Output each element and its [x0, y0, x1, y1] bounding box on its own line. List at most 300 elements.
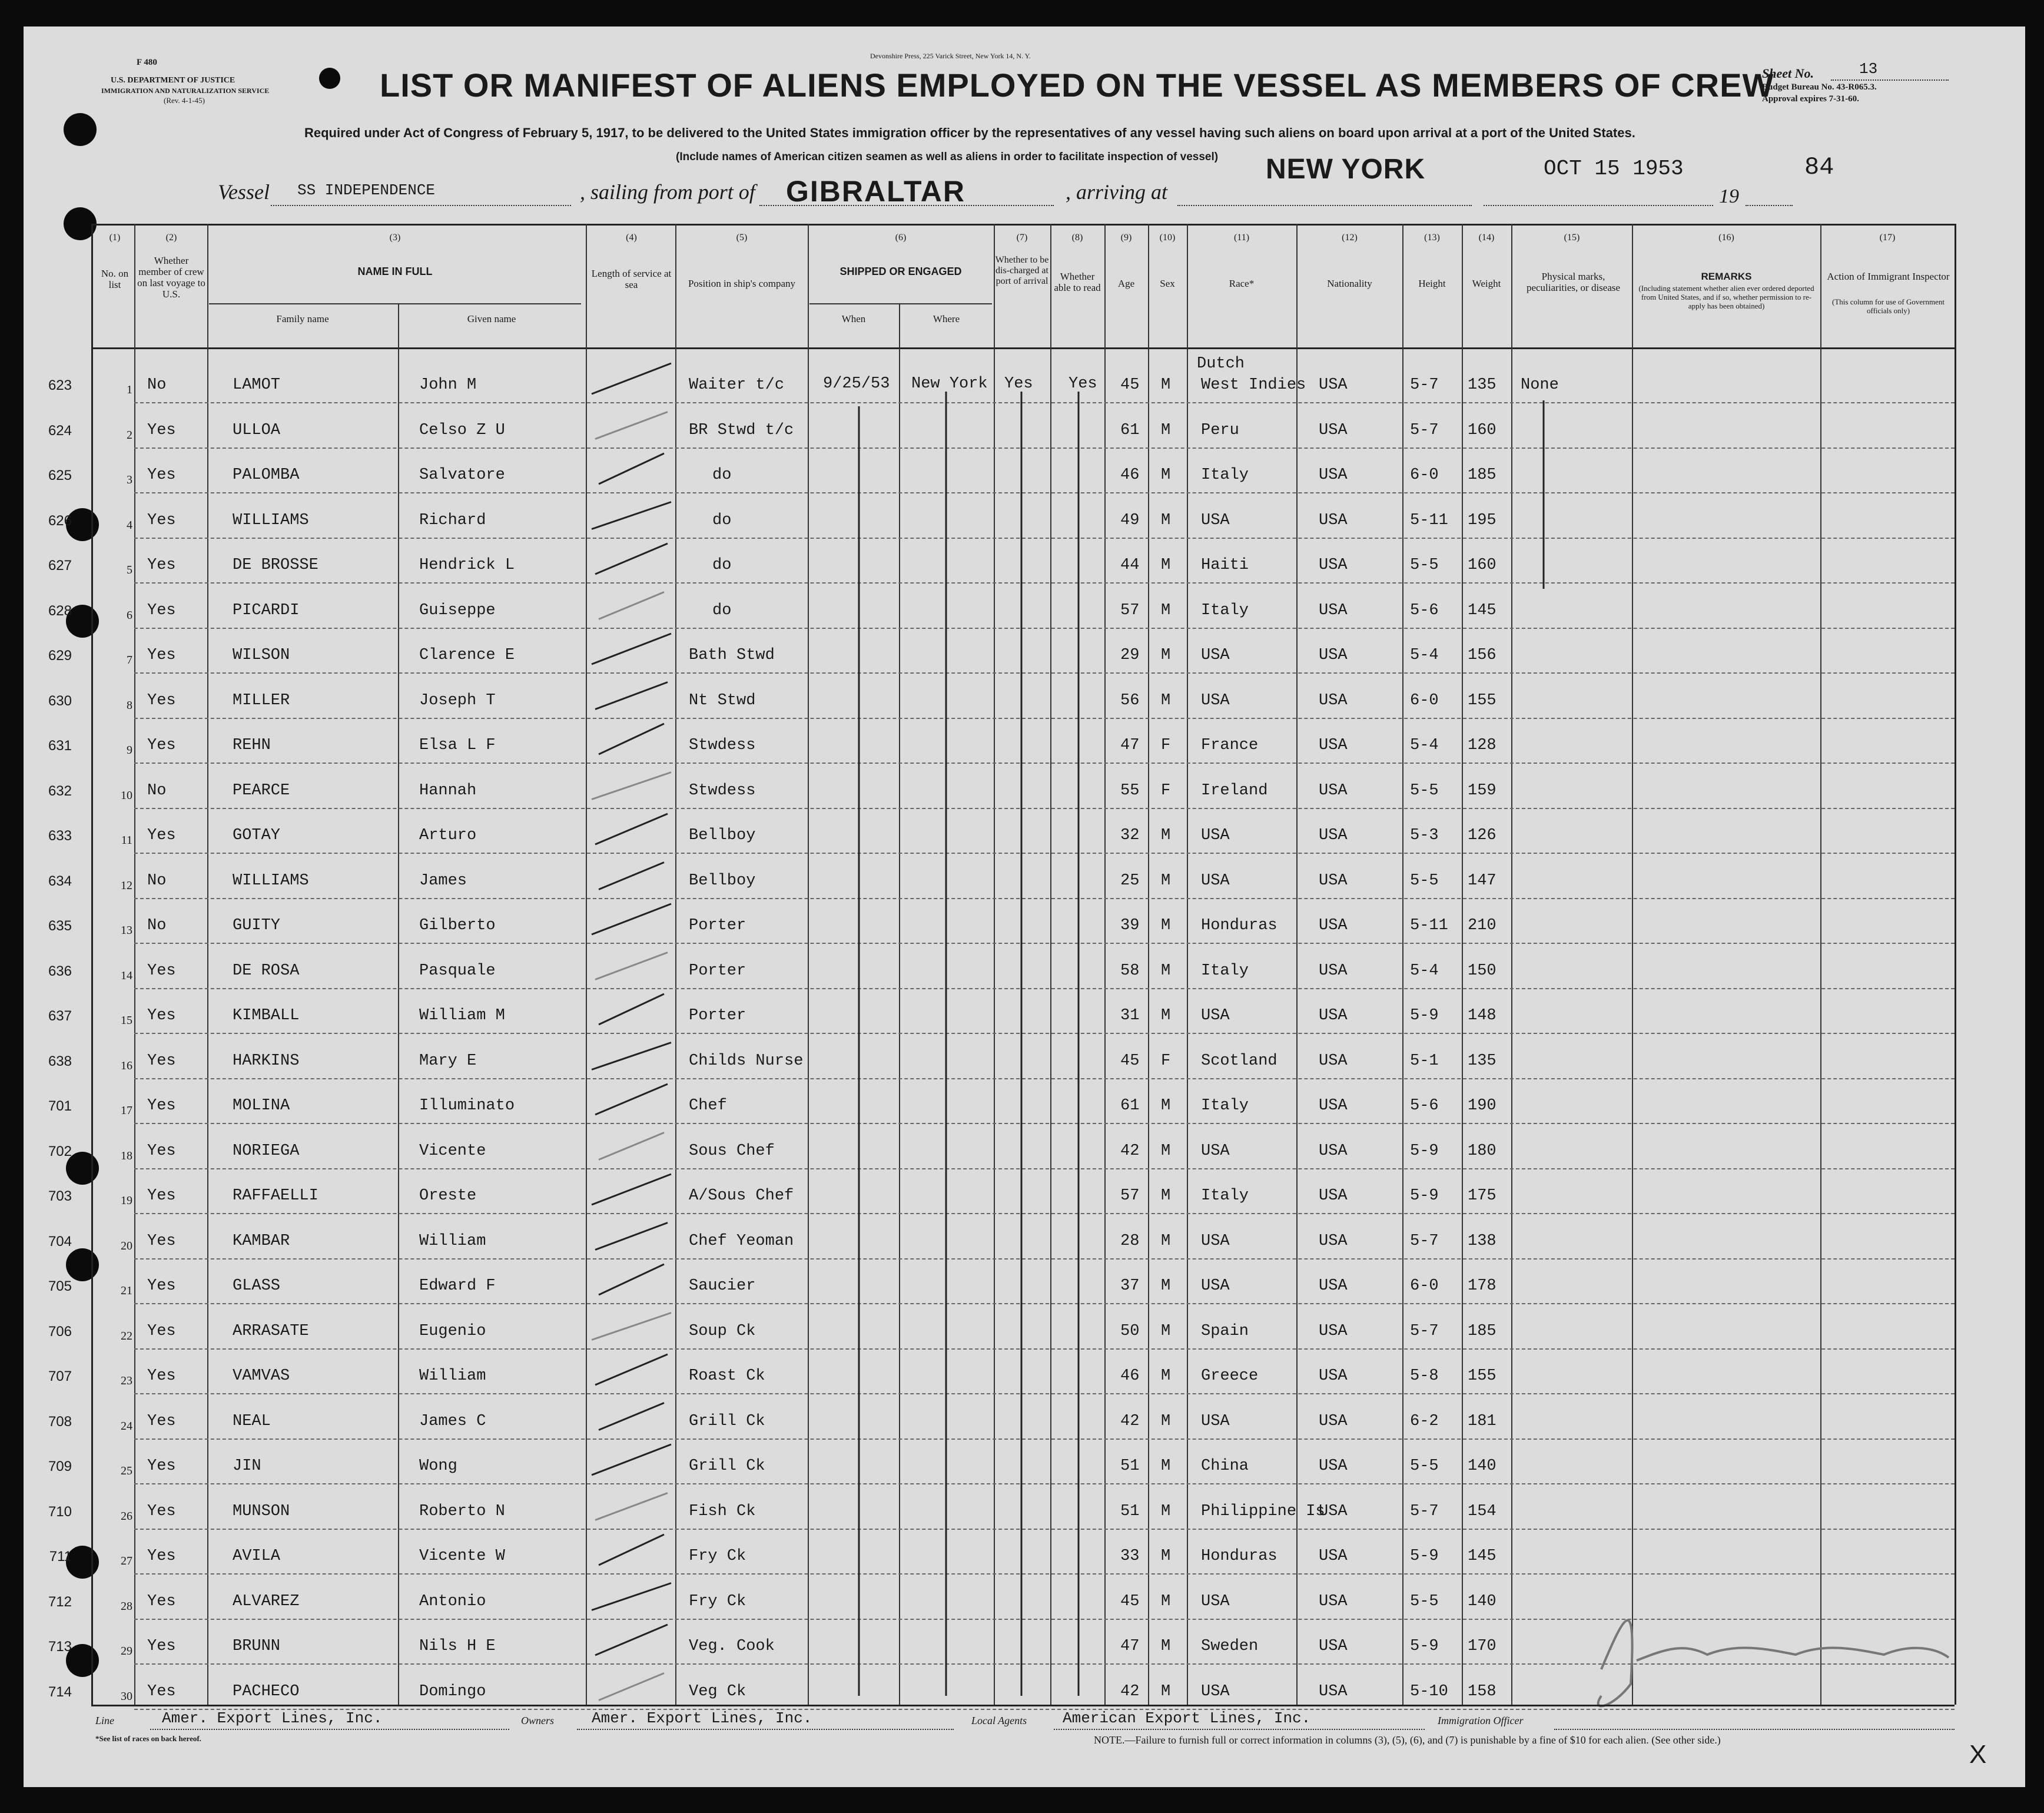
- weight: 147: [1468, 871, 1496, 890]
- last-voyage: Yes: [147, 1007, 176, 1025]
- row-ref-number: 709: [48, 1459, 72, 1474]
- height: 5-9: [1410, 1187, 1439, 1205]
- row-number: 18: [121, 1149, 132, 1162]
- row-number: 12: [121, 879, 132, 892]
- weight: 140: [1468, 1592, 1496, 1610]
- service-mark: [592, 502, 671, 529]
- row-number: 17: [121, 1104, 132, 1117]
- weight: 180: [1468, 1142, 1496, 1160]
- printer-line: Devonshire Press, 225 Varick Street, New York 14, N. Y.: [870, 52, 1031, 60]
- position: Stwdess: [689, 737, 756, 754]
- family-name: PEARCE: [233, 781, 290, 800]
- race: USA: [1201, 1412, 1230, 1430]
- age: 49: [1120, 511, 1140, 529]
- nationality: USA: [1319, 601, 1348, 619]
- sex: F: [1161, 737, 1171, 754]
- race: Italy: [1201, 962, 1249, 980]
- family-name: GUITY: [233, 917, 281, 934]
- family-name: ARRASATE: [233, 1322, 309, 1340]
- family-name: MILLER: [233, 691, 290, 710]
- position: Childs Nurse: [689, 1052, 804, 1070]
- given-name: Guiseppe: [419, 601, 496, 619]
- approval-expiry: Approval expires 7-31-60.: [1762, 94, 1859, 104]
- row-ref-number: 714: [48, 1683, 72, 1700]
- given-name: Pasquale: [419, 962, 496, 980]
- age: 31: [1120, 1007, 1140, 1025]
- sex: M: [1161, 691, 1171, 710]
- race: USA: [1201, 691, 1230, 710]
- race: Greece: [1201, 1367, 1259, 1385]
- nationality: USA: [1319, 1412, 1348, 1430]
- service-mark: [599, 1403, 664, 1430]
- row-number: 7: [127, 654, 132, 667]
- last-voyage: Yes: [147, 1547, 176, 1565]
- position: Soup Ck: [689, 1322, 756, 1340]
- col-head-discharged: Whether to be dis-charged at port of arrival: [995, 255, 1049, 286]
- row-number: 26: [121, 1509, 132, 1523]
- height: 5-5: [1410, 556, 1439, 574]
- sex: M: [1161, 1682, 1171, 1701]
- row-ref-number: 634: [48, 873, 72, 889]
- given-name: Clarence E: [419, 647, 515, 664]
- col-head-remarks: REMARKS: [1701, 271, 1752, 282]
- given-name: James: [419, 871, 467, 890]
- age: 32: [1120, 827, 1140, 844]
- col-num-5: (5): [736, 233, 748, 243]
- family-name: HARKINS: [233, 1052, 300, 1070]
- port-to: NEW YORK: [1266, 154, 1426, 185]
- service-mark: [595, 1354, 668, 1385]
- family-name: MOLINA: [233, 1097, 290, 1115]
- nationality: USA: [1319, 1547, 1348, 1565]
- page-number: 84: [1804, 153, 1834, 181]
- race: West Indies: [1201, 376, 1306, 394]
- family-name: KAMBAR: [233, 1232, 290, 1250]
- last-voyage: Yes: [147, 1592, 176, 1610]
- weight: 170: [1468, 1638, 1496, 1655]
- service-mark: [599, 863, 664, 890]
- position: Fry Ck: [689, 1592, 746, 1610]
- age: 57: [1120, 1187, 1140, 1205]
- sex: M: [1161, 511, 1171, 529]
- given-name: Elsa L F: [419, 737, 496, 754]
- row-ref-number: 628: [48, 602, 72, 619]
- nationality: USA: [1319, 376, 1348, 394]
- sex: M: [1161, 466, 1171, 484]
- position: Veg. Cook: [689, 1638, 775, 1655]
- sex: M: [1161, 601, 1171, 619]
- weight: 148: [1468, 1007, 1496, 1025]
- sex: M: [1161, 647, 1171, 664]
- row-number: 29: [121, 1645, 132, 1658]
- row-ref-number: 707: [48, 1368, 72, 1384]
- family-name: GOTAY: [233, 827, 281, 844]
- col-num-15: (15): [1564, 233, 1580, 243]
- weight: 185: [1468, 466, 1496, 484]
- last-voyage: Yes: [147, 421, 176, 439]
- service-mark: [599, 453, 664, 484]
- height: 5-6: [1410, 1097, 1439, 1115]
- last-voyage: Yes: [147, 511, 176, 529]
- col-head-no: No. on list: [101, 268, 129, 290]
- nationality: USA: [1319, 1638, 1348, 1655]
- row-ref-number: 635: [48, 918, 72, 934]
- sex: M: [1161, 1592, 1171, 1610]
- race: USA: [1201, 827, 1230, 844]
- col-num-7: (7): [1016, 233, 1028, 243]
- sailing-label: , sailing from port of: [580, 180, 755, 204]
- position: Fish Ck: [689, 1502, 756, 1520]
- row-number: 15: [121, 1014, 132, 1027]
- age: 45: [1120, 1592, 1140, 1610]
- row-ref-number: 702: [48, 1143, 72, 1159]
- last-voyage: Yes: [147, 962, 176, 980]
- penalty-note: NOTE.—Failure to furnish full or correct information in columns (3), (5), (6), and (7) is punishable by a fine of $10 for each alien. (See other side.): [1094, 1734, 1721, 1746]
- race: Haiti: [1201, 556, 1249, 574]
- family-name: BRUNN: [233, 1638, 281, 1655]
- position: Sous Chef: [689, 1142, 775, 1160]
- port-from: GIBRALTAR: [786, 175, 965, 208]
- height: 5-9: [1410, 1142, 1439, 1160]
- age: 42: [1120, 1412, 1140, 1430]
- col-num-13: (13): [1424, 233, 1440, 243]
- height: 5-7: [1410, 1232, 1439, 1250]
- height: 5-11: [1410, 511, 1448, 529]
- given-name: John M: [419, 376, 477, 394]
- service-mark: [592, 363, 671, 394]
- given-name: Eugenio: [419, 1322, 486, 1340]
- weight: 155: [1468, 691, 1496, 710]
- race: USA: [1201, 1592, 1230, 1610]
- arriving-label: , arriving at: [1066, 180, 1168, 204]
- sex: M: [1161, 1277, 1171, 1295]
- race: Sweden: [1201, 1638, 1259, 1655]
- height: 5-4: [1410, 647, 1439, 664]
- age: 39: [1120, 917, 1140, 934]
- service-mark: [599, 592, 664, 619]
- height: 5-7: [1410, 1502, 1439, 1520]
- weight: 160: [1468, 556, 1496, 574]
- height: 5-8: [1410, 1367, 1439, 1385]
- age: 44: [1120, 556, 1140, 574]
- height: 5-3: [1410, 827, 1439, 844]
- race: Italy: [1201, 466, 1249, 484]
- nationality: USA: [1319, 1097, 1348, 1115]
- family-name: RAFFAELLI: [233, 1187, 318, 1205]
- form-number: F 480: [137, 58, 157, 67]
- age: 50: [1120, 1322, 1140, 1340]
- position: Grill Ck: [689, 1412, 765, 1430]
- service-mark: [595, 1084, 668, 1115]
- service-mark: [599, 994, 664, 1025]
- row-ref-number: 631: [48, 738, 72, 754]
- weight: 138: [1468, 1232, 1496, 1250]
- arrival-date: OCT 15 1953: [1544, 157, 1684, 181]
- height: 5-9: [1410, 1547, 1439, 1565]
- weight: 145: [1468, 1547, 1496, 1565]
- sex: M: [1161, 1367, 1171, 1385]
- height: 5-5: [1410, 1592, 1439, 1610]
- vessel-label: Vessel: [218, 180, 270, 204]
- row-ref-number: 630: [48, 692, 72, 709]
- row-ref-number: 626: [48, 512, 72, 529]
- nationality: USA: [1319, 962, 1348, 980]
- sex: M: [1161, 1412, 1171, 1430]
- family-name: NEAL: [233, 1412, 271, 1430]
- row-ref-number: 710: [48, 1503, 72, 1520]
- col-num-11: (11): [1233, 233, 1250, 243]
- family-name: DE ROSA: [233, 962, 300, 980]
- given-name: Nils H E: [419, 1638, 496, 1655]
- corner-mark: X: [1969, 1740, 1987, 1769]
- row-ref-number: 706: [48, 1323, 72, 1340]
- col-head-inspector-note: (This column for use of Government officials only): [1832, 297, 1945, 315]
- height: 5-4: [1410, 737, 1439, 754]
- given-name: Wong: [419, 1457, 457, 1475]
- nationality: USA: [1319, 1277, 1348, 1295]
- age: 47: [1120, 737, 1140, 754]
- family-name: DE BROSSE: [233, 556, 318, 574]
- race: Italy: [1201, 1097, 1249, 1115]
- family-name: JIN: [233, 1457, 261, 1475]
- sheet-number: 13: [1859, 60, 1878, 78]
- sex: M: [1161, 1187, 1171, 1205]
- nationality: USA: [1319, 1007, 1348, 1025]
- service: IMMIGRATION AND NATURALIZATION SERVICE: [101, 87, 270, 95]
- last-voyage: Yes: [147, 466, 176, 484]
- last-voyage: Yes: [147, 1187, 176, 1205]
- weight: 159: [1468, 781, 1496, 800]
- height: 5-7: [1410, 376, 1439, 394]
- row-ref-number: 638: [48, 1053, 72, 1069]
- given-name: Illuminato: [419, 1097, 515, 1115]
- position: Stwdess: [689, 781, 756, 800]
- footer-agents-value: American Export Lines, Inc.: [1063, 1709, 1311, 1727]
- given-name: Vicente: [419, 1142, 486, 1160]
- row-ref-number: 713: [48, 1639, 72, 1655]
- given-name: Salvatore: [419, 466, 505, 484]
- nationality: USA: [1319, 1457, 1348, 1475]
- col-head-race: Race*: [1229, 278, 1255, 289]
- nationality: USA: [1319, 1052, 1348, 1070]
- row-ref-number: 624: [48, 422, 72, 439]
- nationality: USA: [1319, 917, 1348, 934]
- sex: M: [1161, 917, 1171, 934]
- nationality: USA: [1319, 1322, 1348, 1340]
- age: 61: [1120, 421, 1140, 439]
- col-head-inspector: Action of Immigrant Inspector: [1827, 271, 1950, 282]
- row-number: 21: [121, 1284, 132, 1297]
- nationality: USA: [1319, 737, 1348, 754]
- age: 29: [1120, 647, 1140, 664]
- last-voyage: No: [147, 781, 167, 800]
- col-head-sex: Sex: [1160, 278, 1175, 289]
- footer-line-value: Amer. Export Lines, Inc.: [162, 1709, 383, 1727]
- family-name: GLASS: [233, 1277, 281, 1295]
- service-mark: [592, 1313, 671, 1340]
- age: 57: [1120, 601, 1140, 619]
- given-name: Oreste: [419, 1187, 477, 1205]
- sheet-label: Sheet No.: [1762, 66, 1814, 81]
- family-name: NORIEGA: [233, 1142, 300, 1160]
- height: 5-9: [1410, 1638, 1439, 1655]
- family-name: ULLOA: [233, 421, 281, 439]
- weight: 126: [1468, 827, 1496, 844]
- nationality: USA: [1319, 871, 1348, 890]
- service-mark: [595, 814, 668, 844]
- col-num-10: (10): [1159, 233, 1176, 243]
- service-mark: [592, 904, 671, 934]
- age: 51: [1120, 1502, 1140, 1520]
- height: 5-6: [1410, 601, 1439, 619]
- row-number: 25: [121, 1464, 132, 1477]
- age: 42: [1120, 1142, 1140, 1160]
- row-ref-number: 701: [48, 1098, 72, 1114]
- position: Nt Stwd: [689, 691, 756, 710]
- sex: M: [1161, 1457, 1171, 1475]
- row-ref-number: 705: [48, 1278, 72, 1294]
- sex: M: [1161, 1142, 1171, 1160]
- height: 5-1: [1410, 1052, 1439, 1070]
- family-name: WILLIAMS: [233, 871, 309, 890]
- row-number: 13: [121, 924, 132, 937]
- position: do: [712, 556, 732, 574]
- col-head-when: When: [841, 313, 866, 324]
- weight: 178: [1468, 1277, 1496, 1295]
- row-ref-number: 704: [48, 1233, 72, 1249]
- row-ref-number: 625: [48, 468, 72, 483]
- sex: M: [1161, 1097, 1171, 1115]
- given-name: Hendrick L: [419, 556, 515, 574]
- sex: F: [1161, 1052, 1171, 1070]
- position: Porter: [689, 1007, 746, 1025]
- family-name: AVILA: [233, 1547, 281, 1565]
- col-num-8: (8): [1071, 233, 1083, 243]
- footer-owners-label: Owners: [521, 1715, 555, 1726]
- nationality: USA: [1319, 1232, 1348, 1250]
- row-ref-number: 637: [48, 1008, 72, 1024]
- sex: M: [1161, 1322, 1171, 1340]
- service-mark: [595, 953, 668, 980]
- weight: 160: [1468, 421, 1496, 439]
- height: 6-0: [1410, 691, 1439, 710]
- race-top: Dutch: [1197, 355, 1245, 373]
- last-voyage: Yes: [147, 1502, 176, 1520]
- position: do: [712, 511, 732, 529]
- weight: 135: [1468, 1052, 1496, 1070]
- race: Honduras: [1201, 1547, 1278, 1565]
- col-num-17: (17): [1879, 233, 1896, 243]
- family-name: PICARDI: [233, 601, 300, 619]
- weight: 145: [1468, 601, 1496, 619]
- service-mark: [599, 1264, 664, 1295]
- sex: M: [1161, 871, 1171, 890]
- col-num-14: (14): [1478, 233, 1495, 243]
- row-number: 20: [121, 1239, 132, 1252]
- nationality: USA: [1319, 1142, 1348, 1160]
- col-num-16: (16): [1718, 233, 1734, 243]
- age: 45: [1120, 376, 1140, 394]
- position: Bellboy: [689, 827, 756, 844]
- race: USA: [1201, 647, 1230, 664]
- service-mark: [592, 1174, 671, 1205]
- row-number: 8: [127, 698, 132, 712]
- row-number: 24: [121, 1419, 132, 1433]
- given-name: Richard: [419, 511, 486, 529]
- race: Ireland: [1201, 781, 1268, 800]
- last-voyage: Yes: [147, 1232, 176, 1250]
- row-number: 16: [121, 1059, 132, 1072]
- sex: M: [1161, 376, 1171, 394]
- revision: (Rev. 4-1-45): [164, 96, 205, 105]
- race: USA: [1201, 511, 1230, 529]
- col-num-9: (9): [1120, 233, 1132, 243]
- row-number: 11: [121, 834, 132, 847]
- weight: 195: [1468, 511, 1496, 529]
- position: Bellboy: [689, 871, 756, 890]
- race: USA: [1201, 1142, 1230, 1160]
- service-mark: [595, 1625, 668, 1655]
- race: France: [1201, 737, 1259, 754]
- sex: M: [1161, 421, 1171, 439]
- height: 6-0: [1410, 466, 1439, 484]
- height: 5-7: [1410, 1322, 1439, 1340]
- col-head-weight: Weight: [1472, 278, 1501, 289]
- position: Saucier: [689, 1277, 756, 1295]
- sex: M: [1161, 1007, 1171, 1025]
- last-voyage: Yes: [147, 827, 176, 844]
- age: 42: [1120, 1682, 1140, 1701]
- race: Philippine Is: [1201, 1502, 1325, 1520]
- department: U.S. DEPARTMENT OF JUSTICE: [111, 76, 235, 85]
- given-name: Joseph T: [419, 691, 496, 710]
- race: China: [1201, 1457, 1249, 1475]
- sex: F: [1161, 781, 1171, 800]
- row-number: 30: [121, 1689, 132, 1703]
- row-ref-number: 623: [48, 377, 72, 393]
- service-mark: [599, 1133, 664, 1160]
- given-name: Mary E: [419, 1052, 477, 1070]
- family-name: LAMOT: [233, 376, 281, 394]
- nationality: USA: [1319, 1502, 1348, 1520]
- row-number: 19: [121, 1194, 132, 1207]
- family-name: WILSON: [233, 647, 290, 664]
- col-num-4: (4): [626, 233, 637, 243]
- col-head-nationality: Nationality: [1327, 278, 1372, 289]
- position: Fry Ck: [689, 1547, 746, 1565]
- row-ref-number: 712: [48, 1593, 72, 1610]
- weight: 156: [1468, 647, 1496, 664]
- footer-officer-label: Immigration Officer: [1438, 1715, 1524, 1726]
- given-name: Celso Z U: [419, 421, 505, 439]
- service-mark: [599, 724, 664, 754]
- races-note: *See list of races on back hereof.: [95, 1734, 201, 1743]
- race: USA: [1201, 1232, 1230, 1250]
- sex: M: [1161, 1502, 1171, 1520]
- service-mark: [592, 1444, 671, 1475]
- given-name: James C: [419, 1412, 486, 1430]
- last-voyage: Yes: [147, 1412, 176, 1430]
- row-number: 22: [121, 1329, 132, 1343]
- footer-line-label: Line: [95, 1715, 115, 1726]
- col-head-service: Length of service at sea: [591, 268, 672, 290]
- col-num-3: (3): [389, 233, 401, 243]
- last-voyage: Yes: [147, 737, 176, 754]
- row-number: 14: [121, 969, 132, 982]
- weight: 158: [1468, 1682, 1496, 1701]
- height: 5-10: [1410, 1682, 1448, 1701]
- family-name: VAMVAS: [233, 1367, 290, 1385]
